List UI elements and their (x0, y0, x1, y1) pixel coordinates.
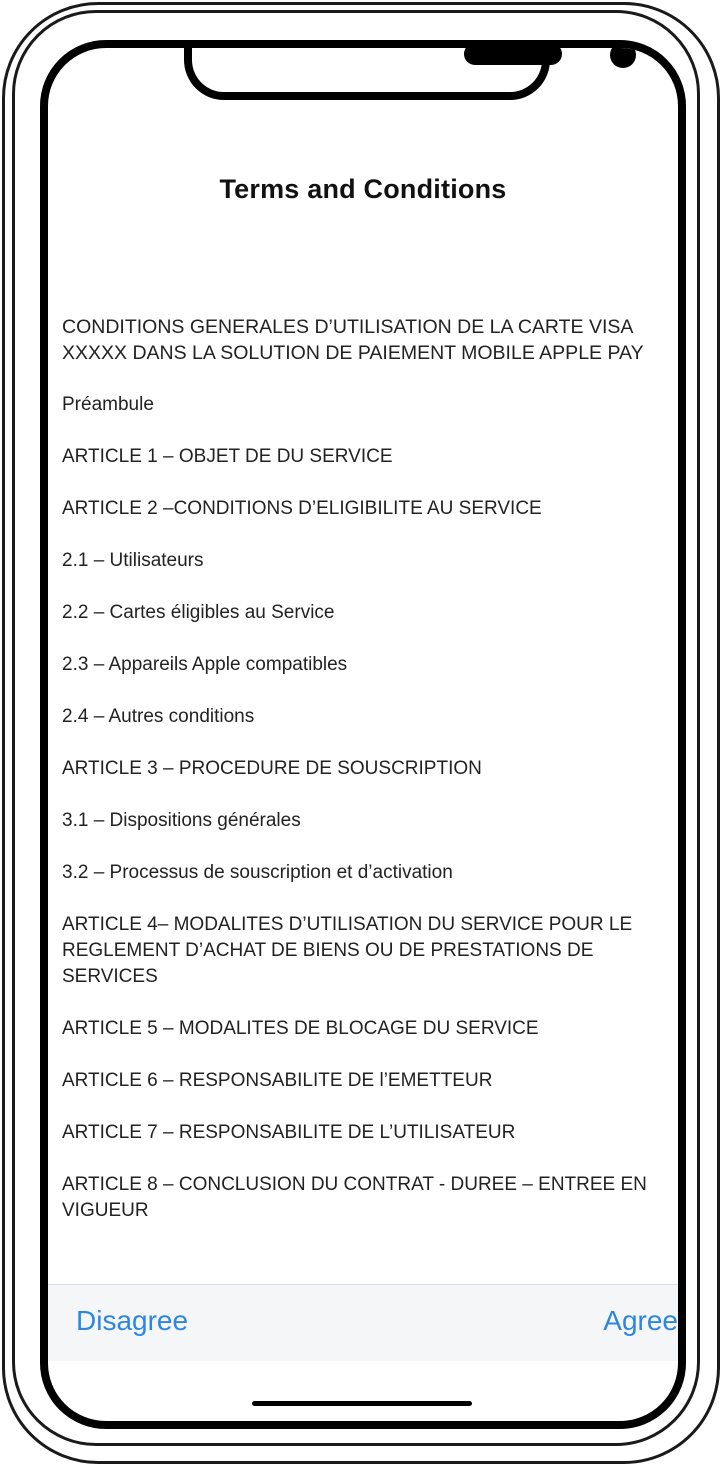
terms-section: ARTICLE 2 –CONDITIONS D’ELIGIBILITE AU SERVICE (62, 498, 542, 519)
page-title: Terms and Conditions (219, 174, 507, 204)
terms-section: 2.4 – Autres conditions (62, 706, 255, 727)
terms-section: ARTICLE 3 – PROCEDURE DE SOUSCRIPTION (62, 758, 482, 779)
home-indicator[interactable] (252, 1401, 472, 1406)
camera-icon (610, 42, 636, 68)
terms-section: 2.3 – Appareils Apple compatibles (62, 654, 348, 675)
terms-scroll-content[interactable] (62, 314, 666, 1250)
disagree-button[interactable]: Disagree (76, 1305, 189, 1336)
phone-screen (40, 40, 686, 1429)
terms-section: Préambule (62, 394, 154, 415)
terms-section: 3.2 – Processus de souscription et d’activation (62, 862, 453, 883)
terms-section: ARTICLE 4– MODALITES D’UTILISATION DU SERVICE POUR LE REGLEMENT D’ACHAT DE BIENS OU DE PRESTATIONS DE SERVICES (62, 914, 633, 987)
speaker-icon (464, 43, 562, 65)
agree-button[interactable]: Agree (603, 1305, 678, 1336)
phone-notch (184, 40, 550, 100)
terms-section: ARTICLE 8 – CONCLUSION DU CONTRAT - DUREE – ENTREE EN VIGUEUR (62, 1174, 647, 1221)
terms-section: ARTICLE 6 – RESPONSABILITE DE l’EMETTEUR (62, 1070, 493, 1091)
terms-document-heading: CONDITIONS GENERALES D’UTILISATION DE LA CARTE VISA XXXXX DANS LA SOLUTION DE PAIEMENT MOBILE APPLE PAY (62, 316, 644, 364)
terms-section: 2.2 – Cartes éligibles au Service (62, 602, 335, 623)
terms-section: 2.1 – Utilisateurs (62, 550, 204, 571)
terms-section: ARTICLE 7 – RESPONSABILITE DE L’UTILISATEUR (62, 1122, 516, 1143)
terms-section: ARTICLE 5 – MODALITES DE BLOCAGE DU SERVICE (62, 1018, 539, 1039)
terms-section: 3.1 – Dispositions générales (62, 810, 301, 831)
action-bar (48, 1284, 678, 1361)
terms-section: ARTICLE 1 – OBJET DE DU SERVICE (62, 446, 393, 467)
